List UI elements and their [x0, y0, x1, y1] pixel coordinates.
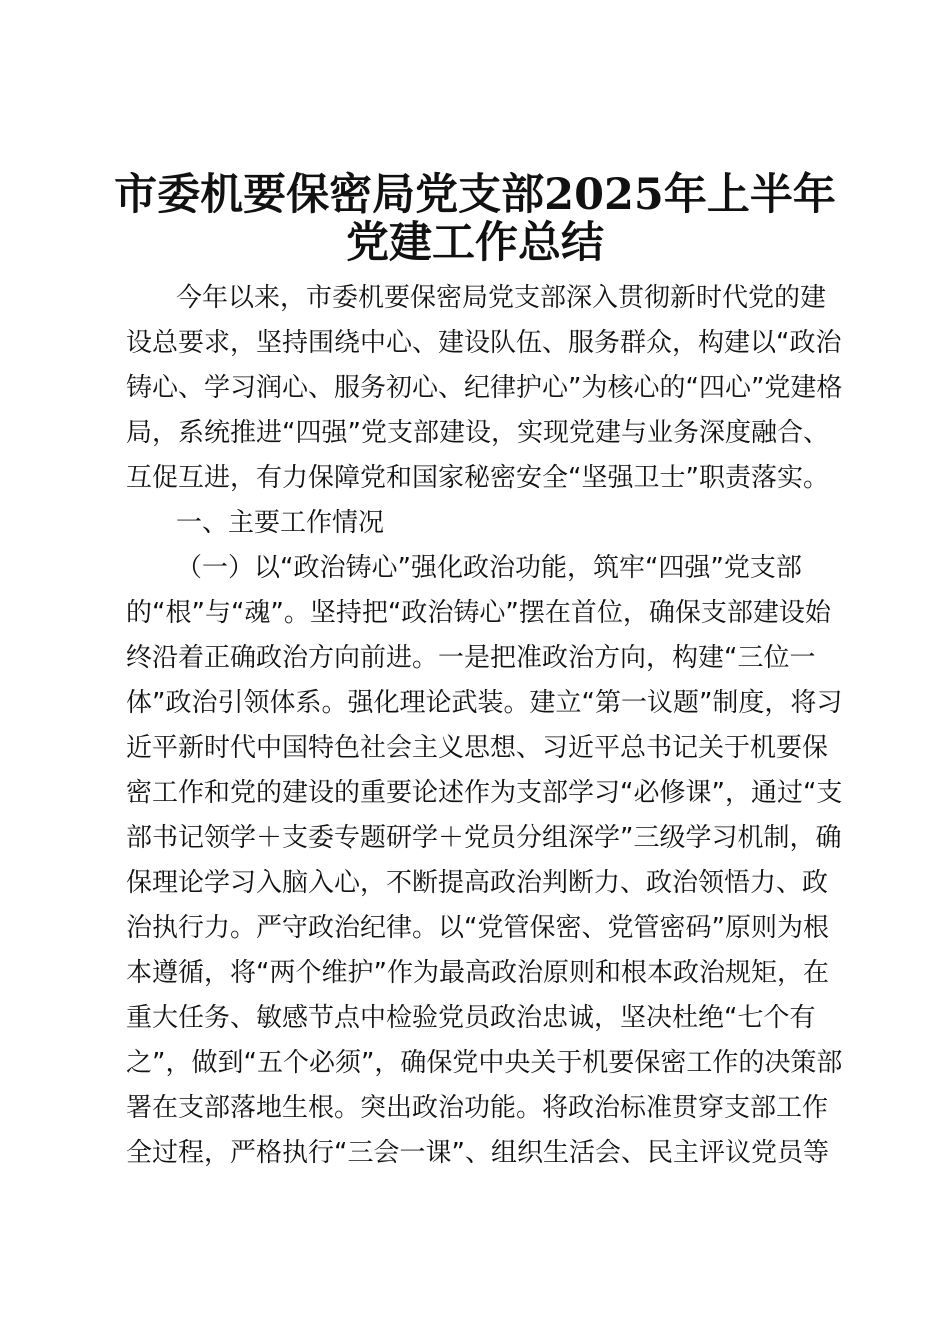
document-title-line-2: 党建工作总结: [346, 218, 604, 268]
paragraph-line: 全过程，严格执行“三会一课”、组织生活会、民主评议党员等: [126, 1138, 829, 1168]
subsection-heading-line: （一）以“政治铸心”强化政治功能，筑牢“四强”党支部: [176, 553, 802, 583]
paragraph-line: 局，系统推进“四强”党支部建设，实现党建与业务深度融合、: [126, 418, 829, 448]
paragraph-line: 近平新时代中国特色社会主义思想、习近平总书记关于机要保: [126, 733, 829, 763]
paragraph-line: 的“根”与“魂”。坚持把“政治铸心”摆在首位，确保支部建设始: [126, 598, 831, 628]
paragraph-line: 重大任务、敏感节点中检验党员政治忠诚，坚决杜绝“七个有: [126, 1003, 816, 1033]
paragraph-line: 本遵循，将“两个维护”作为最高政治原则和根本政治规矩，在: [126, 958, 829, 988]
paragraph-line: 设总要求，坚持围绕中心、建设队伍、服务群众，构建以“政治: [126, 328, 842, 358]
paragraph-line: 保理论学习入脑入心，不断提高政治判断力、政治领悟力、政: [126, 868, 829, 898]
paragraph-line: 之”，做到“五个必须”，确保党中央关于机要保密工作的决策部: [126, 1048, 843, 1078]
document-title-line-1: 市委机要保密局党支部2025年上半年: [114, 170, 836, 220]
paragraph-line: 署在支部落地生根。突出政治功能。将政治标准贯穿支部工作: [126, 1093, 829, 1123]
paragraph-line: 体”政治引领体系。强化理论武装。建立“第一议题”制度，将习: [126, 688, 843, 718]
paragraph-line: 铸心、学习润心、服务初心、纪律护心”为核心的“四心”党建格: [126, 373, 843, 403]
paragraph-line: 密工作和党的建设的重要论述作为支部学习“必修课”，通过“支: [126, 778, 843, 808]
paragraph-line: 今年以来，市委机要保密局党支部深入贯彻新时代党的建: [176, 283, 827, 313]
paragraph-line: 部书记领学＋支委专题研学＋党员分组深学”三级学习机制，确: [126, 823, 842, 853]
paragraph-line: 互促互进，有力保障党和国家秘密安全“坚强卫士”职责落实。: [126, 463, 829, 493]
paragraph-line: 治执行力。严守政治纪律。以“党管保密、党管密码”原则为根: [126, 913, 829, 943]
section-heading: 一、主要工作情况: [176, 508, 385, 538]
paragraph-line: 终沿着正确政治方向前进。一是把准政治方向，构建“三位一: [126, 643, 816, 673]
